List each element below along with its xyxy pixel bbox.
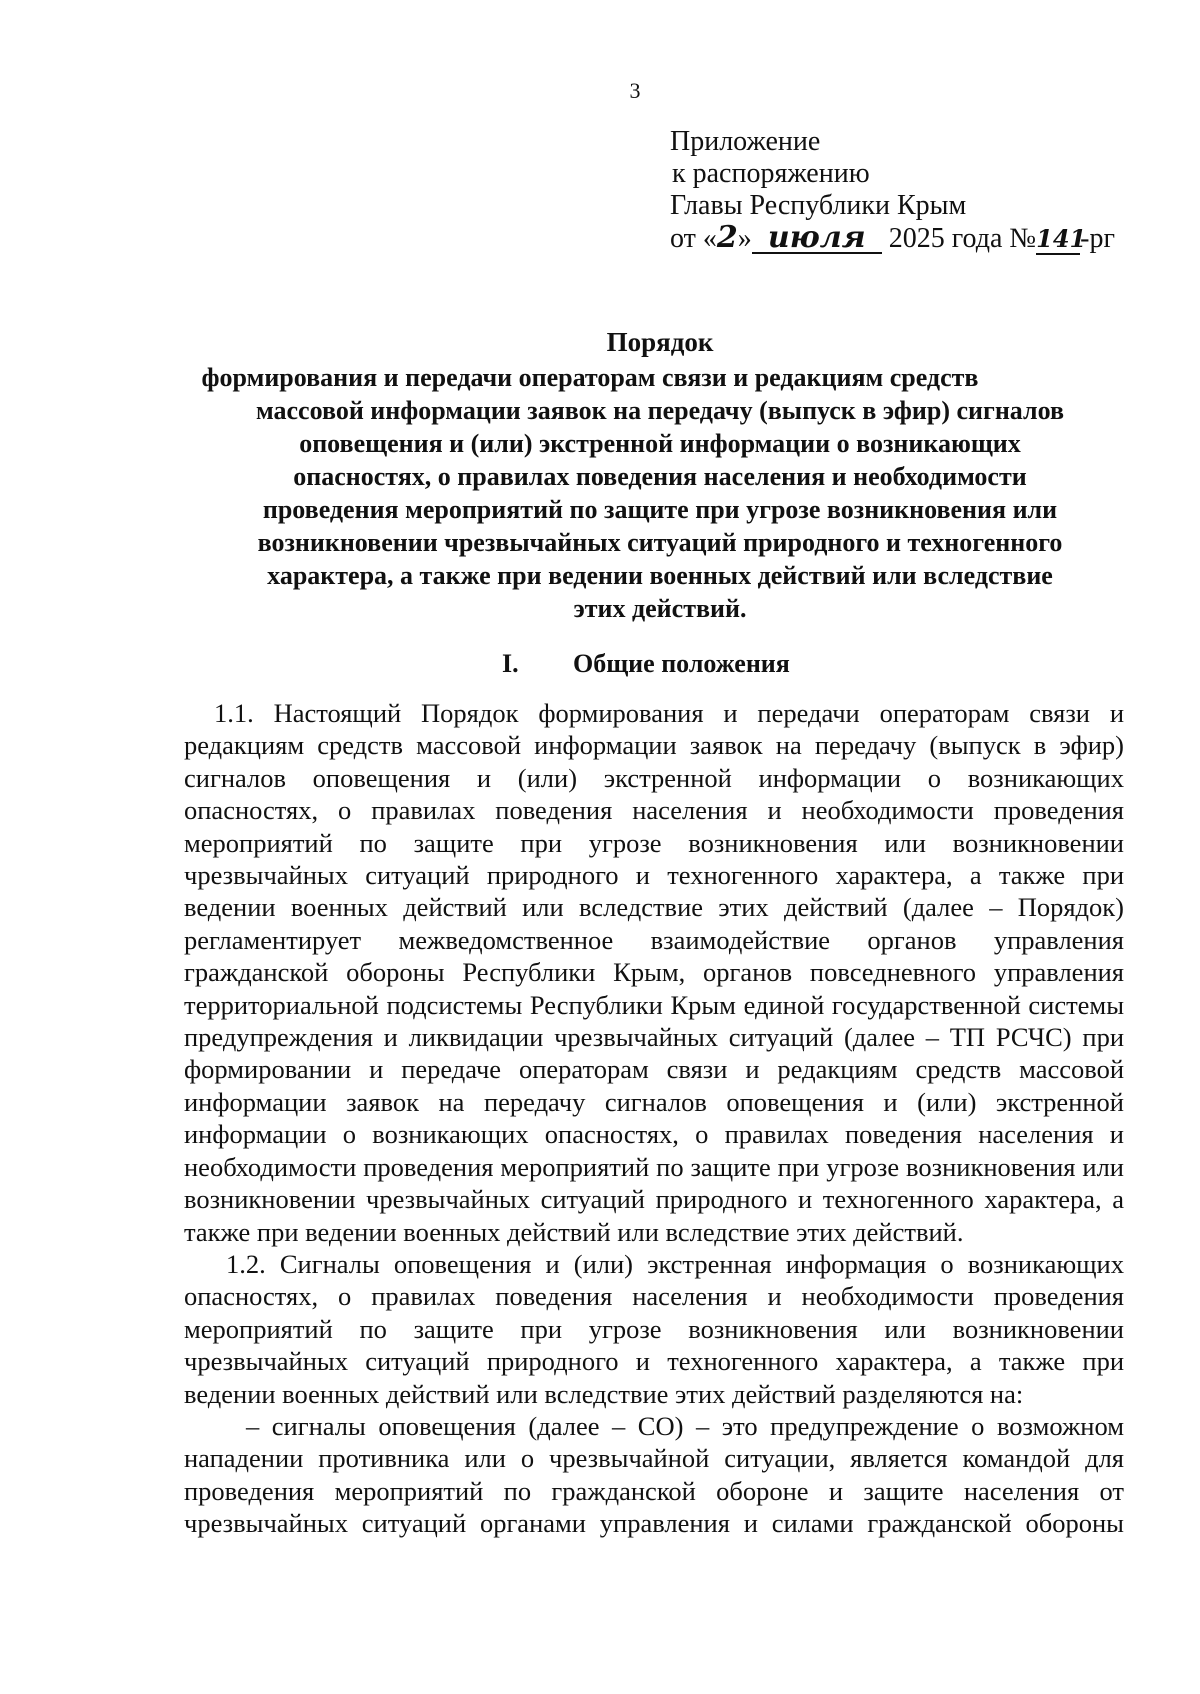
appendix-date-line: [670, 222, 1115, 255]
date-quote-close: »: [737, 223, 752, 254]
paragraph-1-2: 1.2. Сигналы оповещения и (или) экстренная информация о возникающих опасностях, о правилах поведения населения и необходимости проведения мероприятий по защите при угрозе возникновения или возникновении чрезвычайных ситуаций природного и техногенного характера, а также при ведении военных действий или вследствие этих действий разделяются на:: [184, 1248, 1124, 1409]
appendix-authority-line: Главы Республики Крым: [670, 190, 967, 221]
title-line: характера, а также при ведении военных действий или вследствие: [267, 561, 1053, 590]
title-line: формирования и передачи операторам связи и редакциям средств: [201, 363, 979, 392]
date-year: 2025 года №: [888, 223, 1037, 254]
body-text: [184, 697, 1124, 1540]
paragraph-signals: – сигналы оповещения (далее – СО) – это предупреждение о возможном нападении противника или о чрезвычайной ситуации, является командой для проведения мероприятий по гражданской обороне и защите населения от чрезвычайных ситуаций органами управления и силами гражданской обороны: [184, 1410, 1124, 1539]
title-line: этих действий.: [573, 594, 747, 623]
section-number: I.: [502, 649, 519, 678]
title-line: массовой информации заявок на передачу (выпуск в эфир) сигналов: [255, 396, 1065, 425]
page-number: 3: [629, 78, 641, 103]
title-main: Порядок: [606, 327, 714, 357]
title-line: опасностях, о правилах поведения населения и необходимости: [293, 462, 1027, 491]
appendix-order-line: к распоряжению: [672, 158, 870, 189]
section-title: Общие положения: [573, 649, 790, 678]
appendix-block: [670, 126, 1115, 255]
handwritten-day: 2: [716, 220, 738, 255]
title-line: проведения мероприятий по защите при угрозе возникновения или: [262, 495, 1058, 524]
title-line: возникновении чрезвычайных ситуаций природного и техногенного: [257, 528, 1063, 557]
paragraph-1-1: 1.1. Настоящий Порядок формирования и передачи операторам связи и редакциям средств массовой информации заявок на передачу (выпуск в эфир) сигналов оповещения и (или) экстренной информации о возникающих опасностях, о правилах поведения населения и необходимости проведения мероприятий по защите при угрозе возникновения или возникновении чрезвычайных ситуаций природного и техногенного характера, а также при ведении военных действий или вследствие этих действий (далее – Порядок) регламентирует межведомственное взаимодействие органов управления гражданской обороны Республики Крым, органов повседневного управления территориальной подсистемы Республики Крым единой государственной системы предупреждения и ликвидации чрезвычайных ситуаций (далее – ТП РСЧС) при формировании и передаче операторам связи и редакциям средств массовой информации заявок на передачу сигналов оповещения и (или) экстренной информации о возникающих опасностях, о правилах поведения населения и необходимости проведения мероприятий по защите при угрозе возникновения или возникновении чрезвычайных ситуаций природного и техногенного характера, а также при ведении военных действий или вследствие этих действий.: [184, 698, 1124, 1247]
title-line: оповещения и (или) экстренной информации о возникающих: [299, 429, 1021, 458]
date-prefix: от «: [670, 223, 717, 254]
handwritten-number: 141: [1036, 224, 1087, 253]
appendix-title: Приложение: [670, 126, 821, 157]
number-suffix: -рг: [1080, 223, 1115, 254]
document-title: [190, 326, 1130, 625]
handwritten-month: июля: [752, 224, 882, 254]
